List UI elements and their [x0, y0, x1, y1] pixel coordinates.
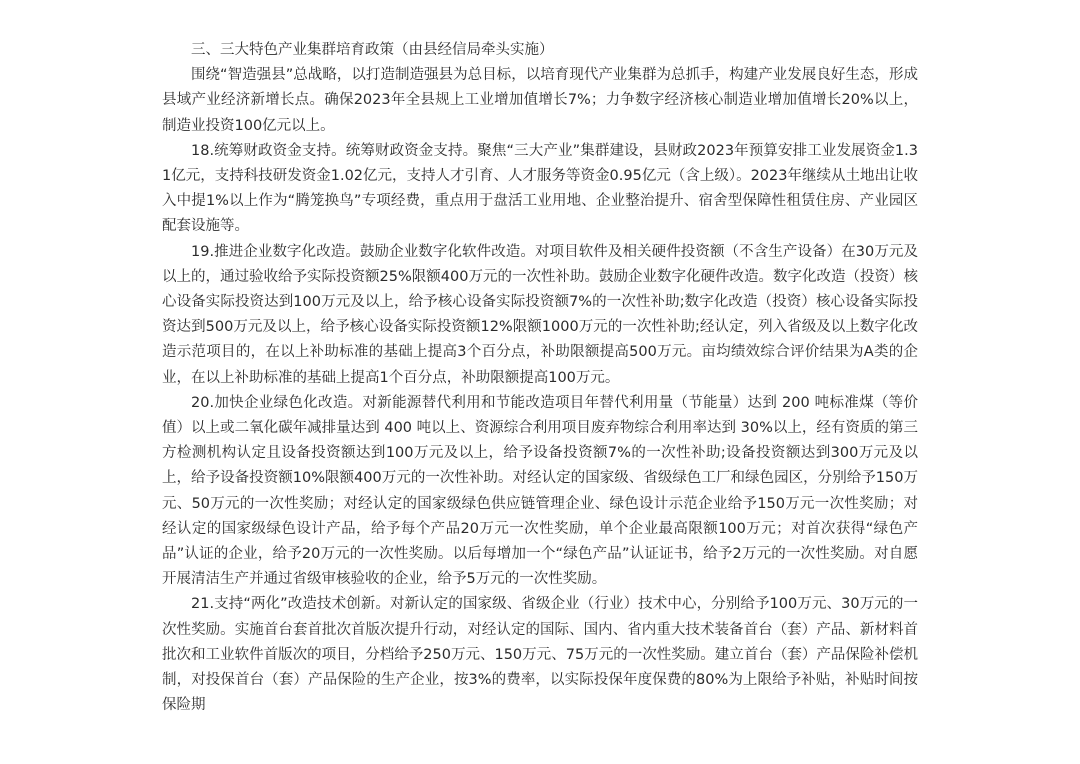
section-heading: 三、三大特色产业集群培育政策（由县经信局牵头实施）	[191, 42, 554, 58]
paragraph-item-20: 20.加快企业绿色化改造。对新能源替代利用和节能改造项目年替代利用量（节能量）达到 200 吨标准煤（等价值）以上或二氧化碳年减排量达到 400 吨以上、资源综合利用项目废弃物综合利用率达到 30%以上，经有资质的第三方检测机构认定且设备投资额达到100万元及以上，给予设备投资额7%的一次性补助;设备投资额达到300万元及以上，给予设备投资额10%限额400万元的一次性补助。对经认定的国家级、省级绿色工厂和绿色园区，分别给予150万元、50万元的一次性奖励；对经认定的国家级绿色供应链管理企业、绿色设计示范企业给予150万元一次性奖励；对经认定的国家级绿色设计产品，给予每个产品20万元一次性奖励，单个企业最高限额100万元；对首次获得“绿色产品”认证的企业，给予20万元的一次性奖励。以后每增加一个“绿色产品”认证证书，给予2万元的一次性奖励。对自愿开展清洁生产并通过省级审核验收的企业，给予5万元的一次性奖励。	[162, 394, 918, 588]
paragraph-item-18: 18.统筹财政资金支持。统筹财政资金支持。聚焦“三大产业”集群建设，县财政2023年预算安排工业发展资金1.31亿元，支持科技研发资金1.02亿元，支持人才引育、人才服务等资金0.95亿元（含上级）。2023年继续从土地出让收入中提1%以上作为“腾笼换鸟”专项经费，重点用于盘活工业用地、企业整治提升、宿舍型保障性租赁住房、产业园区配套设施等。	[162, 142, 918, 235]
paragraph-item-21: 21.支持“两化”改造技术创新。对新认定的国家级、省级企业（行业）技术中心，分别给予100万元、30万元的一次性奖励。实施首台套首批次首版次提升行动，对经认定的国际、国内、省内重大技术装备首台（套）产品、新材料首批次和工业软件首版次的项目，分档给予250万元、150万元、75万元的一次性奖励。建立首台（套）产品保险补偿机制，对投保首台（套）产品保险的生产企业，按3%的费率，以实际投保年度保费的80%为上限给予补贴，补贴时间按保险期	[162, 596, 918, 714]
document-body	[162, 38, 918, 718]
paragraph-item-19: 19.推进企业数字化改造。鼓励企业数字化软件改造。对项目软件及相关硬件投资额（不含生产设备）在30万元及以上的，通过验收给予实际投资额25%限额400万元的一次性补助。鼓励企业数字化硬件改造。数字化改造（投资）核心设备实际投资达到100万元及以上，给予核心设备实际投资额7%的一次性补助;数字化改造（投资）核心设备实际投资达到500万元及以上，给予核心设备实际投资额12%限额1000万元的一次性补助;经认定，列入省级及以上数字化改造示范项目的，在以上补助标准的基础上提高3个百分点，补助限额提高500万元。亩均绩效综合评价结果为A类的企业，在以上补助标准的基础上提高1个百分点，补助限额提高100万元。	[162, 243, 918, 386]
paragraph-intro: 围绕“智造强县”总战略，以打造制造强县为总目标，以培育现代产业集群为总抓手，构建产业发展良好生态，形成县域产业经济新增长点。确保2023年全县规上工业增加值增长7%；力争数字经济核心制造业增加值增长20%以上，制造业投资100亿元以上。	[162, 67, 918, 134]
